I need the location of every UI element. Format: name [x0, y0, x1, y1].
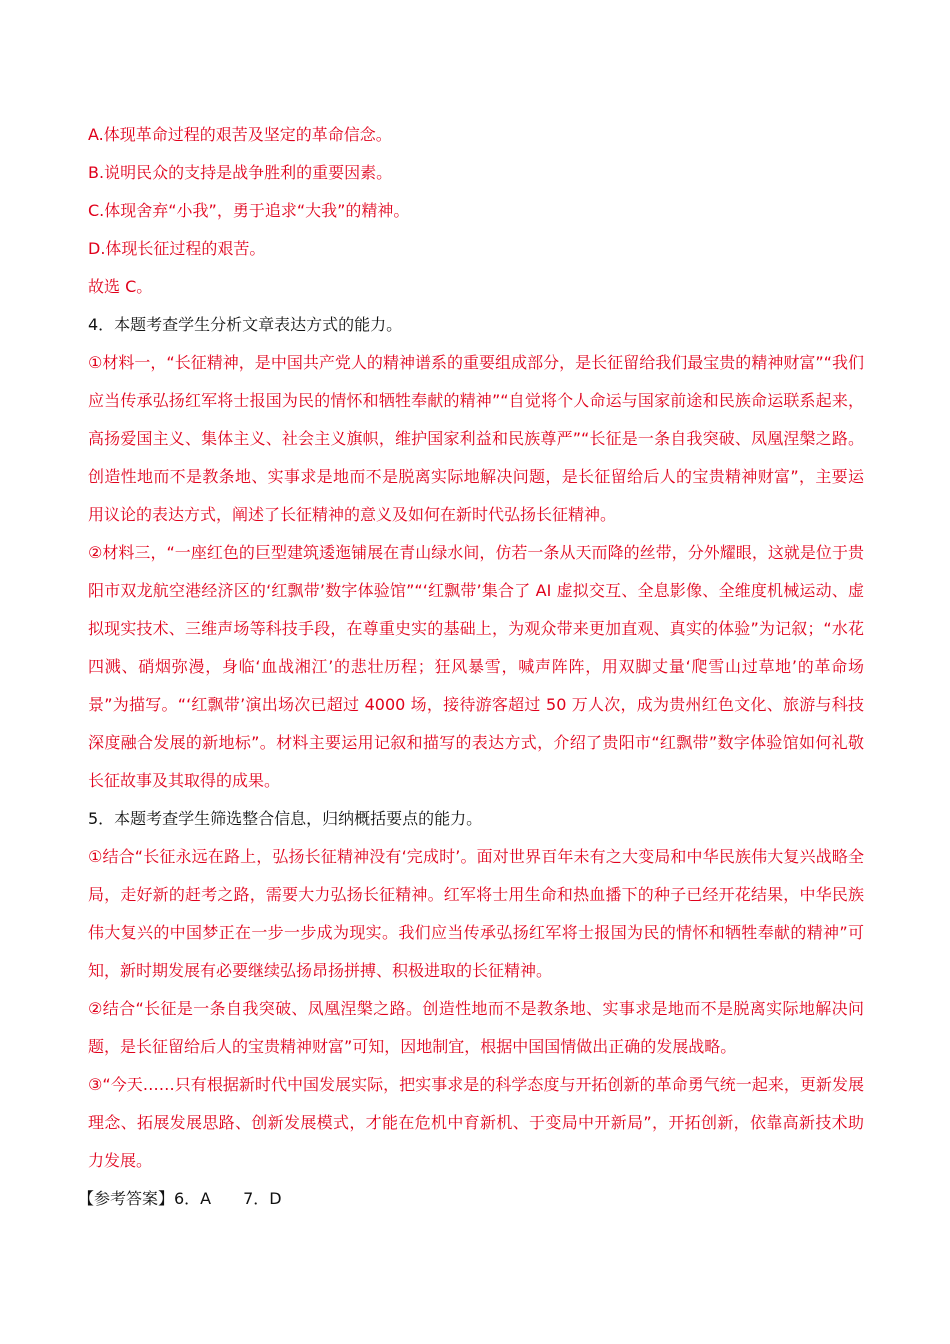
choice-conclusion: 故选 C。: [88, 277, 153, 296]
option-c-explanation: C.体现舍弃“小我”，勇于追求“大我”的精神。: [88, 201, 410, 220]
question-5-point-2: ②结合“长征是一条自我突破、凤凰涅槃之路。创造性地而不是教条地、实事求是地而不是脱离实际地解决问题，是长征留给后人的宝贵精神财富”可知，因地制宜，根据中国国情做出正确的发展战略。: [88, 999, 864, 1056]
question-5-point-3: ③“今天……只有根据新时代中国发展实际，把实事求是的科学态度与开拓创新的革命勇气统一起来，更新发展理念、拓展发展思路、创新发展模式，才能在危机中育新机、于变局中开新局”，开拓创新，依靠高新技术助力发展。: [88, 1075, 864, 1170]
option-a-explanation: A.体现革命过程的艰苦及坚定的革命信念。: [88, 125, 392, 144]
option-d-explanation: D.体现长征过程的艰苦。: [88, 239, 266, 258]
question-4-point-2: ②材料三，“一座红色的巨型建筑逶迤铺展在青山绿水间，仿若一条从天而降的丝带，分外耀眼，这就是位于贵阳市双龙航空港经济区的‘红飘带’数字体验馆”“‘红飘带’集合了 AI 虚拟交互、全息影像、全维度机械运动、虚拟现实技术、三维声场等科技手段，在尊重史实的基础上，为观众带来更加直观、真实的体验”为记叙；“水花四溅、硝烟弥漫，身临‘血战湘江’的悲壮历程；狂风暴雪，喊声阵阵，用双脚丈量‘爬雪山过草地’的革命场景”为描写。“‘红飘带’演出场次已超过 4000 场，接待游客超过 50 万人次，成为贵州红色文化、旅游与科技深度融合发展的新地标”。材料主要运用记叙和描写的表达方式，介绍了贵阳市“红飘带”数字体验馆如何礼敬长征故事及其取得的成果。: [88, 543, 864, 790]
option-b-explanation: B.说明民众的支持是战争胜利的重要因素。: [88, 163, 393, 182]
question-4-point-1: ①材料一，“长征精神，是中国共产党人的精神谱系的重要组成部分，是长征留给我们最宝贵的精神财富”“我们应当传承弘扬红军将士报国为民的情怀和牺牲奉献的精神”“自觉将个人命运与国家前途和民族命运联系起来，高扬爱国主义、集体主义、社会主义旗帜，维护国家利益和民族尊严”“长征是一条自我突破、凤凰涅槃之路。创造性地而不是教条地、实事求是地而不是脱离实际地解决问题，是长征留给后人的宝贵精神财富”，主要运用议论的表达方式，阐述了长征精神的意义及如何在新时代弘扬长征精神。: [88, 353, 864, 524]
question-4-intro: 4．本题考查学生分析文章表达方式的能力。: [88, 315, 403, 334]
answer-explanation-body: [78, 116, 864, 1218]
reference-answer: 【参考答案】6．A 7．D: [78, 1189, 282, 1208]
question-5-point-1: ①结合“长征永远在路上，弘扬长征精神没有‘完成时’。面对世界百年未有之大变局和中华民族伟大复兴战略全局，走好新的赶考之路，需要大力弘扬长征精神。红军将士用生命和热血播下的种子已经开花结果，中华民族伟大复兴的中国梦正在一步一步成为现实。我们应当传承弘扬红军将士报国为民的情怀和牺牲奉献的精神”可知，新时期发展有必要继续弘扬昂扬拼搏、积极进取的长征精神。: [88, 847, 864, 980]
question-5-intro: 5．本题考查学生筛选整合信息，归纳概括要点的能力。: [88, 809, 483, 828]
